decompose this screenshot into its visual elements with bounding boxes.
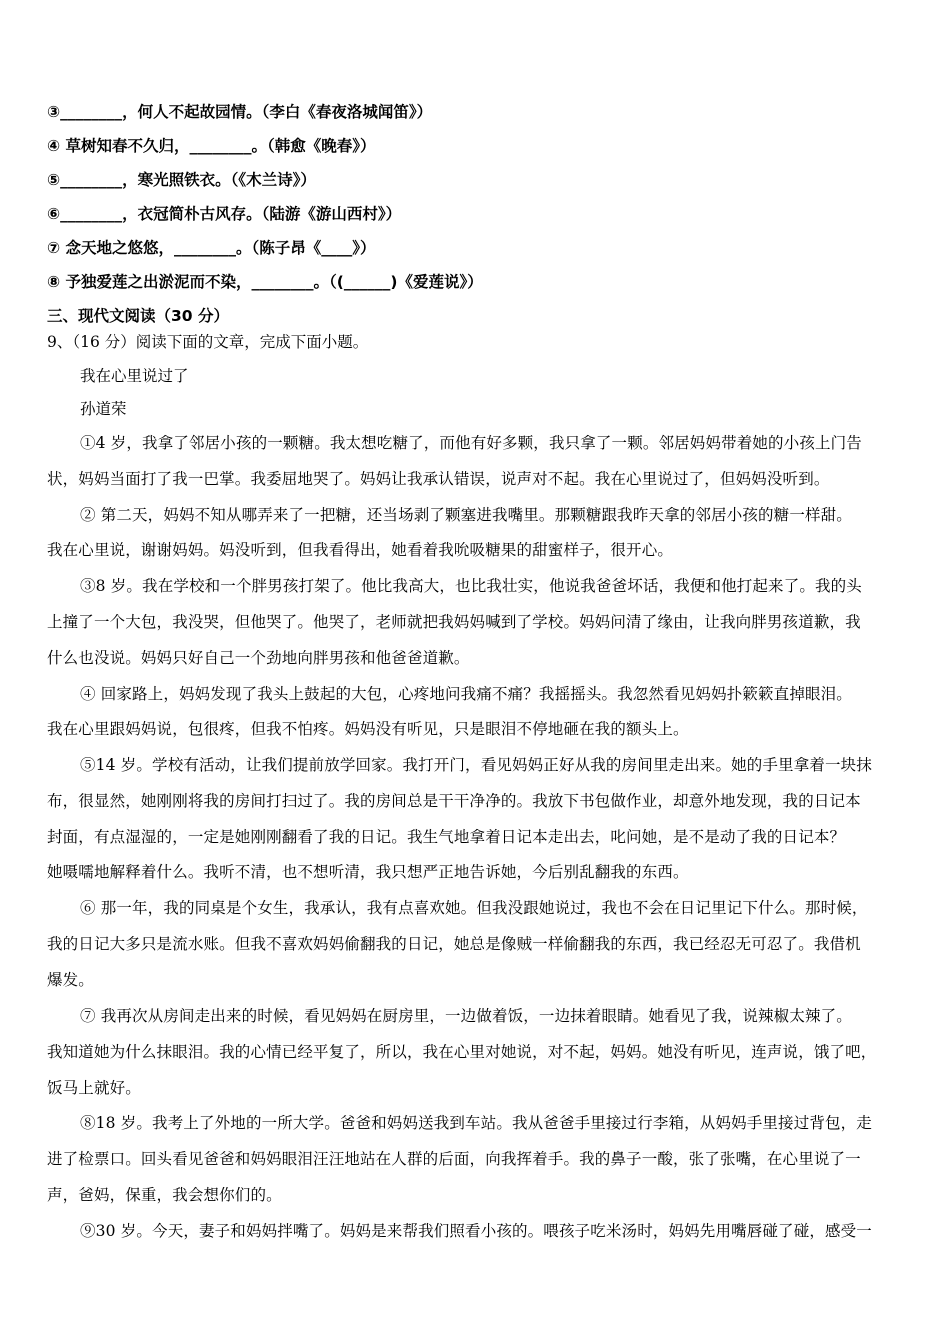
recitation-item-3: ③________，何人不起故园情。（李白《春夜洛城闻笛》）	[47, 103, 433, 121]
recitation-item-6: ⑥________，衣冠简朴古风存。（陆游《游山西村》）	[47, 205, 402, 223]
section-heading: 三、现代文阅读（30 分）	[47, 307, 229, 325]
article-author: 孙道荣	[80, 400, 127, 418]
article-line: 布，很显然，她刚刚将我的房间打扫过了。我的房间总是干干净净的。我放下书包做作业，却意外地发现，我的日记本	[47, 792, 861, 810]
article-line: ⑦ 我再次从房间走出来的时候，看见妈妈在厨房里，一边做着饭，一边抹着眼睛。她看见了我，说辣椒太辣了。	[80, 1007, 852, 1025]
article-line: ⑧18 岁。我考上了外地的一所大学。爸爸和妈妈送我到车站。我从爸爸手里接过行李箱，从妈妈手里接过背包，走	[80, 1114, 872, 1132]
article-line: 我知道她为什么抹眼泪。我的心情已经平复了，所以，我在心里对她说，对不起，妈妈。她没有听见，连声说，饿了吧，	[47, 1043, 877, 1061]
article-line: ⑥ 那一年，我的同桌是个女生，我承认，我有点喜欢她。但我没跟她说过，我也不会在日记里记下什么。那时候，	[80, 899, 868, 917]
article-line: 我的日记大多只是流水账。但我不喜欢妈妈偷翻我的日记，她总是像贼一样偷翻我的东西，我已经忍无可忍了。我借机	[47, 935, 861, 953]
article-line: 封面，有点湿湿的，一定是她刚刚翻看了我的日记。我生气地拿着日记本走出去，叱问她，是不是动了我的日记本？	[47, 828, 846, 846]
article-line: 饭马上就好。	[47, 1079, 141, 1097]
article-line: 爆发。	[47, 971, 94, 989]
question-prompt: 9、（16 分）阅读下面的文章，完成下面小题。	[47, 333, 369, 351]
article-line: 上撞了一个大包，我没哭，但他哭了。他哭了，老师就把我妈妈喊到了学校。妈妈问清了缘由，让我向胖男孩道歉，我	[47, 613, 861, 631]
article-line: 她嗫嚅地解释着什么。我听不清，也不想听清，我只想严正地告诉她，今后别乱翻我的东西。	[47, 863, 689, 881]
article-line: 声，爸妈，保重，我会想你们的。	[47, 1186, 282, 1204]
article-line: ⑤14 岁。学校有活动，让我们提前放学回家。我打开门，看见妈妈正好从我的房间里走出来。她的手里拿着一块抹	[80, 756, 872, 774]
article-line: ①4 岁，我拿了邻居小孩的一颗糖。我太想吃糖了，而他有好多颗，我只拿了一颗。邻居妈妈带着她的小孩上门告	[80, 434, 862, 452]
recitation-item-7: ⑦ 念天地之悠悠，________。（陈子昂《____》）	[47, 239, 376, 257]
article-line: 什么也没说。妈妈只好自己一个劲地向胖男孩和他爸爸道歉。	[47, 649, 470, 667]
article-line: ④ 回家路上，妈妈发现了我头上鼓起的大包，心疼地问我痛不痛？我摇摇头。我忽然看见妈妈扑簌簌直掉眼泪。	[80, 685, 852, 703]
recitation-item-5: ⑤________，寒光照铁衣。（《木兰诗》）	[47, 171, 316, 189]
article-line: 我在心里跟妈妈说，包很疼，但我不怕疼。妈妈没有听见，只是眼泪不停地砸在我的额头上。	[47, 720, 689, 738]
article-line: 进了检票口。回头看见爸爸和妈妈眼泪汪汪地站在人群的后面，向我挥着手。我的鼻子一酸，张了张嘴，在心里说了一	[47, 1150, 861, 1168]
article-line: ③8 岁。我在学校和一个胖男孩打架了。他比我高大，也比我壮实，他说我爸爸坏话，我便和他打起来了。我的头	[80, 577, 862, 595]
article-line: ⑨30 岁。今天，妻子和妈妈拌嘴了。妈妈是来帮我们照看小孩的。喂孩子吃米汤时，妈妈先用嘴唇碰了碰，感受一	[80, 1222, 872, 1240]
article-line: 状，妈妈当面打了我一巴掌。我委屈地哭了。妈妈让我承认错误，说声对不起。我在心里说过了，但妈妈没听到。	[47, 470, 830, 488]
article-title: 我在心里说过了	[80, 367, 189, 385]
recitation-item-8: ⑧ 予独爱莲之出淤泥而不染，________。（(______)《爱莲说》）	[47, 273, 483, 291]
recitation-item-4: ④ 草树知春不久归，________。（韩愈《晚春》）	[47, 137, 376, 155]
article-line: ② 第二天，妈妈不知从哪弄来了一把糖，还当场剥了颗塞进我嘴里。那颗糖跟我昨天拿的邻居小孩的糖一样甜。	[80, 506, 852, 524]
article-line: 我在心里说，谢谢妈妈。妈没听到，但我看得出，她看着我吮吸糖果的甜蜜样子，很开心。	[47, 541, 674, 559]
